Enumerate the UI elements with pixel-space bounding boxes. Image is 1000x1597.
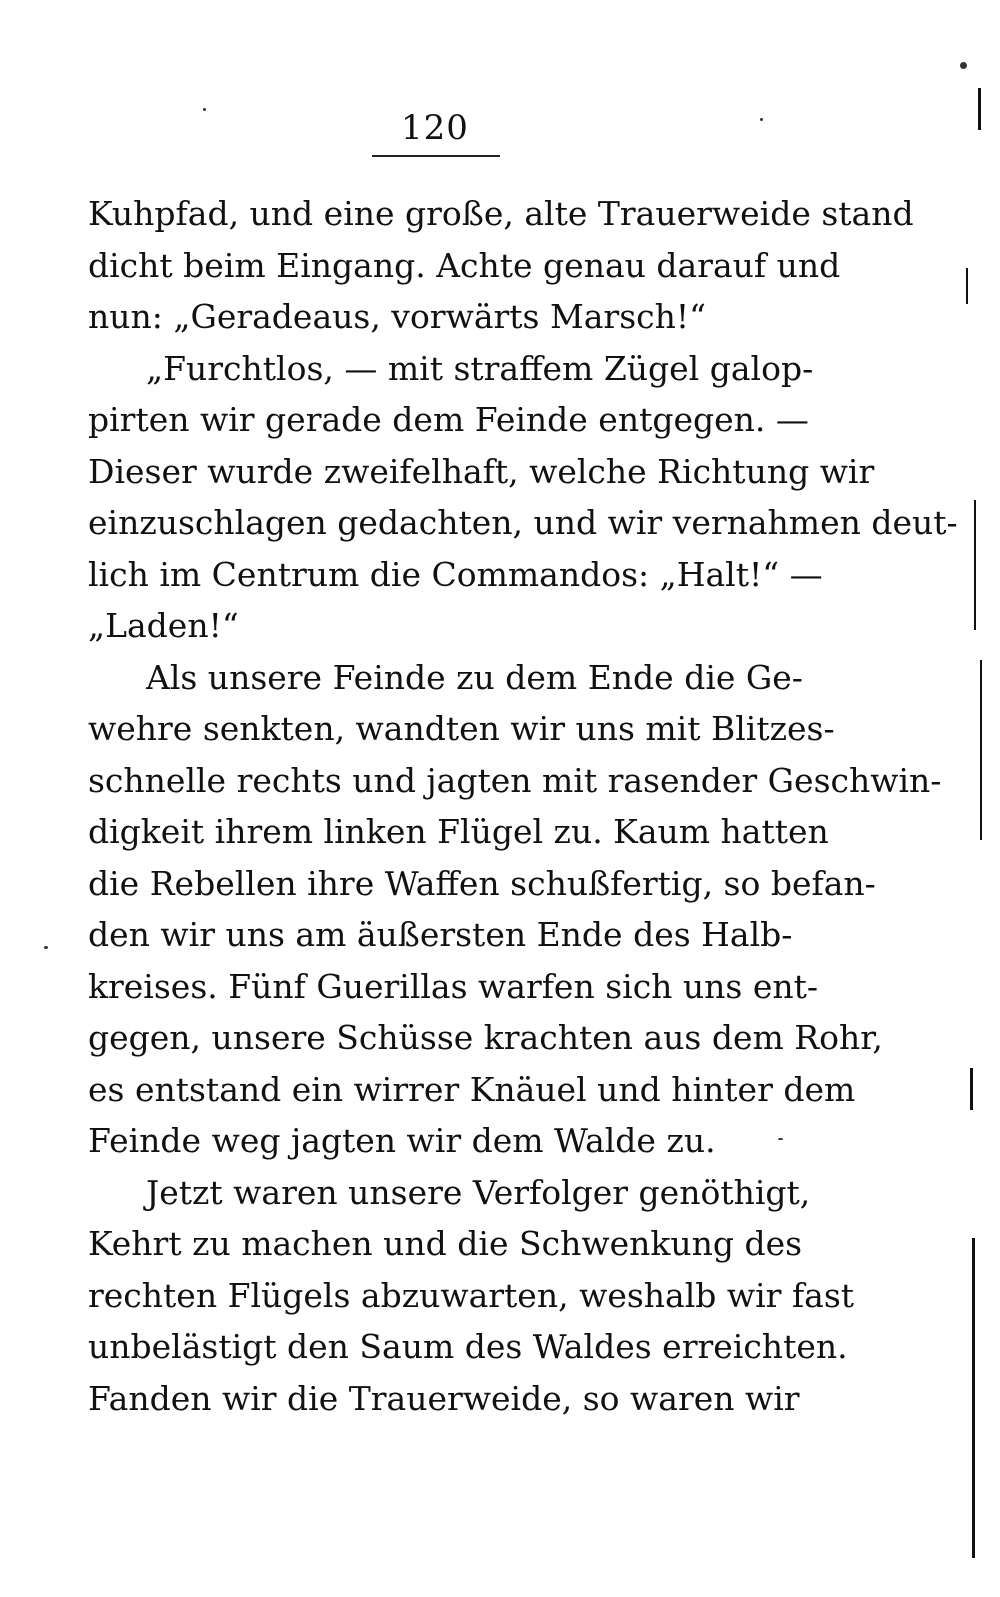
text-line: nun: „Geradeaus, vorwärts Marsch!“ bbox=[88, 297, 707, 336]
body-text bbox=[88, 188, 958, 1424]
text-line: digkeit ihrem linken Flügel zu. Kaum hatten bbox=[88, 812, 829, 851]
text-line: pirten wir gerade dem Feinde entgegen. — bbox=[88, 400, 809, 439]
scan-dust-dot bbox=[203, 108, 206, 111]
scan-edge-mark bbox=[974, 500, 976, 630]
page-number: 120 bbox=[401, 108, 469, 148]
text-line: kreises. Fünf Guerillas warfen sich uns ent- bbox=[88, 966, 819, 1006]
text-line: lich im Centrum die Commandos: „Halt!“ — bbox=[88, 554, 823, 594]
text-line: dicht beim Eingang. Achte genau darauf und bbox=[88, 245, 841, 285]
scan-dust-dot bbox=[44, 946, 48, 949]
text-line: „Laden!“ bbox=[88, 606, 239, 645]
text-line: Dieser wurde zweifelhaft, welche Richtung wir bbox=[88, 451, 875, 491]
text-line: es entstand ein wirrer Knäuel und hinter dem bbox=[88, 1069, 856, 1109]
text-line: Kuhpfad, und eine große, alte Trauerweide stand bbox=[88, 194, 914, 233]
text-line: wehre senkten, wandten wir uns mit Blitzes- bbox=[88, 709, 835, 748]
scan-dust-dot bbox=[778, 1138, 783, 1140]
scan-edge-mark bbox=[972, 1238, 975, 1558]
scan-edge-mark bbox=[978, 88, 981, 130]
text-line: Als unsere Feinde zu dem Ende die Ge- bbox=[146, 657, 803, 697]
scan-edge-mark bbox=[970, 1068, 973, 1110]
text-line: Fanden wir die Trauerweide, so waren wir bbox=[88, 1378, 800, 1418]
text-line: gegen, unsere Schüsse krachten aus dem Rohr, bbox=[88, 1018, 883, 1057]
text-line: Jetzt waren unsere Verfolger genöthigt, bbox=[146, 1172, 811, 1212]
scan-dust-dot bbox=[760, 118, 763, 121]
text-line: die Rebellen ihre Waffen schußfertig, so befan- bbox=[88, 863, 876, 903]
text-line: rechten Flügels abzuwarten, weshalb wir fast bbox=[88, 1275, 855, 1315]
scan-dust-dot bbox=[960, 62, 967, 69]
scan-edge-mark bbox=[980, 660, 982, 840]
text-line: einzuschlagen gedachten, und wir vernahmen deut- bbox=[88, 503, 958, 542]
text-line: Feinde weg jagten wir dem Walde zu. bbox=[88, 1121, 716, 1160]
text-line: unbelästigt den Saum des Waldes erreichten. bbox=[88, 1327, 848, 1366]
text-line: „Furchtlos, — mit straffem Zügel galop- bbox=[146, 348, 814, 388]
scan-edge-mark bbox=[966, 268, 968, 304]
text-line: Kehrt zu machen und die Schwenkung des bbox=[88, 1224, 803, 1263]
text-line: den wir uns am äußersten Ende des Halb- bbox=[88, 915, 793, 954]
text-line: schnelle rechts und jagten mit rasender Geschwin- bbox=[88, 760, 942, 800]
page-number-rule bbox=[372, 155, 500, 157]
